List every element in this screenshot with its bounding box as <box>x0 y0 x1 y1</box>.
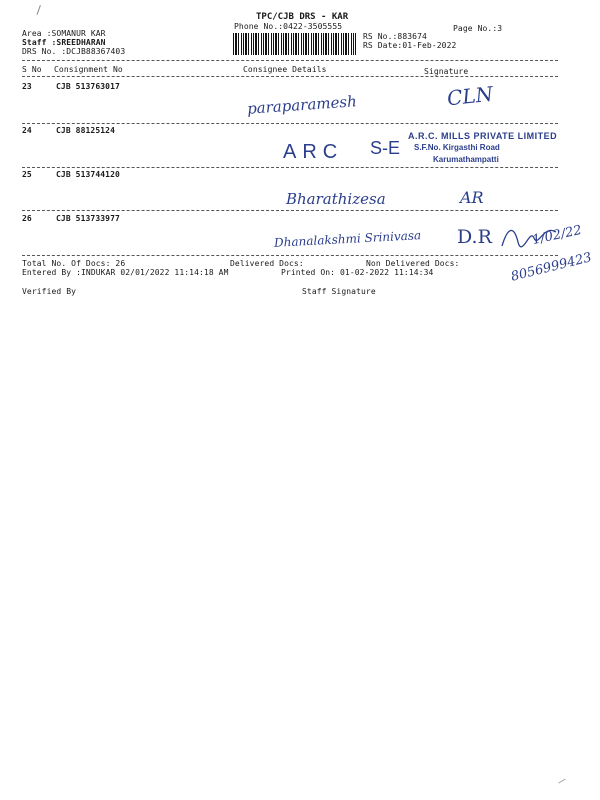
col-consignee: Consignee Details <box>243 65 327 74</box>
drs-number: DRS No. :DCJB88367403 <box>22 47 126 56</box>
consignee-handwriting: paraparamesh <box>246 92 358 118</box>
staff-signature-label: Staff Signature <box>302 287 376 296</box>
rs-number: RS No.:883674 <box>363 32 427 41</box>
col-signature: Signature <box>424 67 469 76</box>
row-divider <box>22 167 558 168</box>
signature-handwriting: AR <box>460 188 484 207</box>
signature-handwriting: S-E <box>370 138 401 158</box>
row-consignment: CJB 88125124 <box>56 126 115 135</box>
header-top-rule <box>22 60 558 61</box>
row-sno: 24 <box>22 126 32 135</box>
area-field: Area :SOMANUR KAR <box>22 29 106 38</box>
footer-top-rule <box>22 255 558 256</box>
stamp-line: Karumathampatti <box>433 155 499 164</box>
staff-field: Staff :SREEDHARAN <box>22 38 106 47</box>
scan-mark <box>37 5 47 17</box>
signature-handwriting: D.R <box>457 226 492 248</box>
date-handwriting: 1/02/22 <box>530 222 584 249</box>
stamp-line: A.R.C. MILLS PRIVATE LIMITED <box>408 131 558 141</box>
verified-by-label: Verified By <box>22 287 77 296</box>
non-delivered-docs: Non Delivered Docs: <box>366 259 460 268</box>
printed-on: Printed On: 01-02-2022 11:14:34 <box>281 268 434 277</box>
col-consignment: Consignment No <box>54 65 123 74</box>
entered-by: Entered By :INDUKAR 02/01/2022 11:14:18 AM <box>22 268 229 277</box>
signature-handwriting: CLN <box>445 81 495 111</box>
scan-mark <box>558 779 569 791</box>
row-divider <box>22 210 558 211</box>
row-sno: 26 <box>22 214 32 223</box>
consignee-handwriting: Dhanalakshmi Srinivasa <box>273 228 422 250</box>
header-bottom-rule <box>22 76 558 77</box>
row-consignment: CJB 513733977 <box>56 214 120 223</box>
row-sno: 23 <box>22 82 32 91</box>
page-number: Page No.:3 <box>453 24 503 33</box>
document-title: TPC/CJB DRS - KAR <box>256 12 349 22</box>
barcode-image <box>233 33 356 55</box>
rs-date: RS Date:01-Feb-2022 <box>363 41 457 50</box>
row-sno: 25 <box>22 170 32 179</box>
total-docs: Total No. Of Docs: 26 <box>22 259 126 268</box>
consignee-handwriting: ARC <box>283 141 344 163</box>
row-consignment: CJB 513763017 <box>56 82 120 91</box>
col-sno: S No <box>22 65 42 74</box>
delivered-docs: Delivered Docs: <box>230 259 304 268</box>
stamp-line: S.F.No. Kirgasthi Road <box>414 143 500 152</box>
phone-handwriting: 8056999423 <box>509 250 594 285</box>
row-divider <box>22 123 558 124</box>
signature-scribble <box>500 222 560 252</box>
phone-number: Phone No.:0422-3505555 <box>234 22 343 31</box>
consignee-handwriting: Bharathizesa <box>286 190 386 208</box>
row-consignment: CJB 513744120 <box>56 170 120 179</box>
